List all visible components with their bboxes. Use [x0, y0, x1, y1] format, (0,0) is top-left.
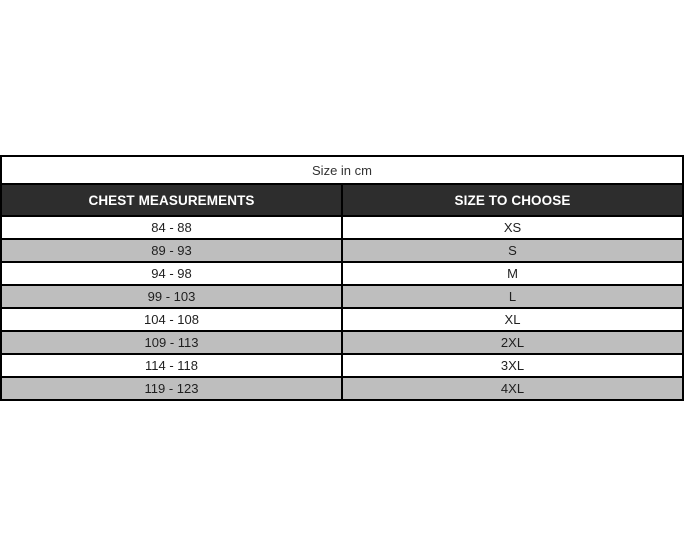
size-cell: XS [342, 216, 683, 239]
table-row [1, 285, 683, 308]
table-row [1, 239, 683, 262]
chest-measurement-cell: 119 - 123 [1, 377, 342, 400]
table-row [1, 216, 683, 239]
chest-measurement-cell: 89 - 93 [1, 239, 342, 262]
size-chart-table [0, 155, 684, 401]
column-header-chest-measurements: CHEST MEASUREMENTS [1, 184, 342, 216]
chest-measurement-cell: 109 - 113 [1, 331, 342, 354]
table-row [1, 354, 683, 377]
size-cell: L [342, 285, 683, 308]
table-row [1, 331, 683, 354]
column-header-size-to-choose: SIZE TO CHOOSE [342, 184, 683, 216]
size-cell: 3XL [342, 354, 683, 377]
unit-caption-row [1, 156, 683, 184]
chest-measurement-cell: 104 - 108 [1, 308, 342, 331]
chest-measurement-cell: 114 - 118 [1, 354, 342, 377]
size-cell: 2XL [342, 331, 683, 354]
size-cell: 4XL [342, 377, 683, 400]
size-cell: S [342, 239, 683, 262]
chest-measurement-cell: 99 - 103 [1, 285, 342, 308]
size-cell: M [342, 262, 683, 285]
size-cell: XL [342, 308, 683, 331]
size-chart-body [1, 156, 683, 400]
table-row [1, 262, 683, 285]
table-row [1, 377, 683, 400]
header-row [1, 184, 683, 216]
table-row [1, 308, 683, 331]
chest-measurement-cell: 94 - 98 [1, 262, 342, 285]
chest-measurement-cell: 84 - 88 [1, 216, 342, 239]
unit-caption: Size in cm [1, 156, 683, 184]
